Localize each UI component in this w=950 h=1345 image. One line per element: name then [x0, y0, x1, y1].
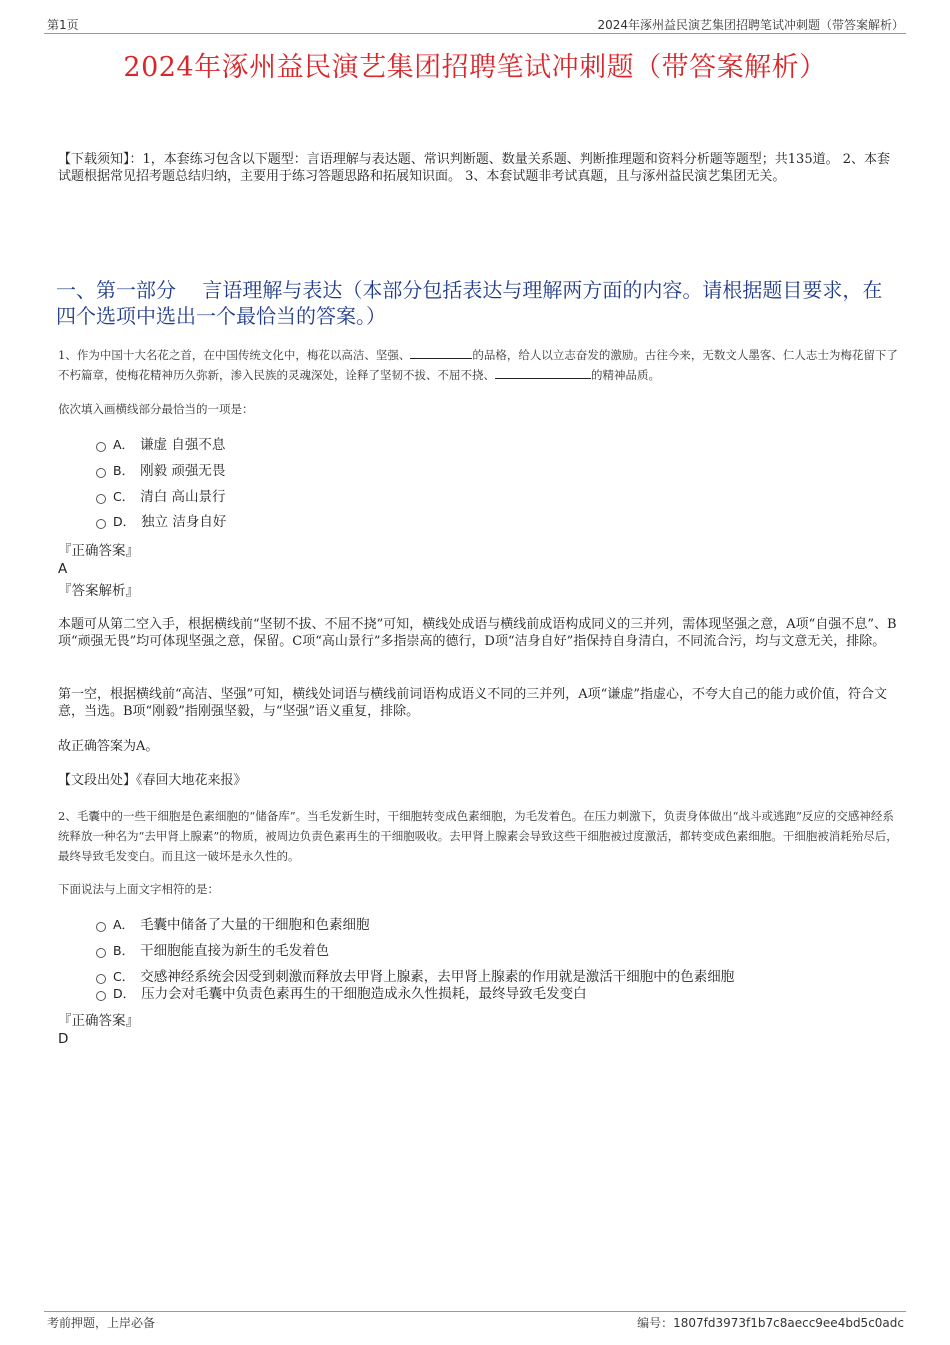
q1-blank-1: [410, 347, 472, 359]
q2-answer: D: [58, 1031, 69, 1047]
radio-icon[interactable]: [96, 922, 106, 932]
q1-answer: A: [58, 561, 68, 577]
footer-slogan: 考前押题，上岸必备: [47, 1316, 156, 1330]
q2-stem: 2、毛囊中的一些干细胞是色素细胞的“储备库”。当毛发新生时，干细胞转变成色素细胞，为毛发着色。在压力刺激下，负责身体做出“战斗或逃跑”反应的交感神经系统释放一种名为“去甲肾上腺素”的物质，被周边负责色素再生的干细胞吸收。去甲肾上腺素会导致这些干细胞被过度激活，都转变成色素细胞。干细胞被消耗殆尽后，最终导致毛发变白。而且这一破坏是永久性的。: [58, 809, 898, 863]
q1-stem: [58, 345, 900, 385]
q1-option-b[interactable]: B． 刚毅 顽强无畏: [96, 461, 225, 481]
q2-option-a[interactable]: A． 毛囊中储备了大量的干细胞和色素细胞: [96, 915, 370, 935]
radio-icon[interactable]: [96, 519, 106, 529]
q1-stem-part3: 的精神品质。: [591, 368, 660, 382]
radio-icon[interactable]: [96, 974, 106, 984]
section-heading: 一、第一部分 言语理解与表达（本部分包括表达与理解两方面的内容。请根据题目要求，在四个选项中选出一个最恰当的答案。）: [56, 278, 883, 328]
q1-prompt: 依次填入画横线部分最恰当的一项是：: [58, 402, 254, 416]
q1-stem-part2: 的品格，给人以立志奋发的激励。古往今来，无数文人墨客、仁人志士为梅花留下了不朽篇章，使梅花精神历久弥新，渗入民族的灵魂深处，诠释了坚韧不拔、不屈不挠、: [58, 348, 898, 382]
q2-option-b[interactable]: B． 干细胞能直接为新生的毛发着色: [96, 941, 329, 961]
download-notice: 【下载须知】：1，本套练习包含以下题型：言语理解与表达题、常识判断题、数量关系题、判断推理题和资料分析题等题型；共135道。 2、本套试题根据常见招考题总结归纳，主要用于练习答题思路和拓展知识面。 3、本套试题非考试真题，且与涿州益民演艺集团无关。: [58, 152, 890, 184]
q1-analysis-p2: 第一空，根据横线前“高洁、坚强”可知，横线处词语与横线前词语构成语义不同的三并列，A项“谦虚”指虚心，不夸大自己的能力或价值，符合文意，当选。B项“刚毅”指刚强坚毅，与“坚强”语义重复，排除。: [58, 687, 887, 719]
radio-icon[interactable]: [96, 991, 106, 1001]
q2-answer-tag: 『正确答案』: [58, 1013, 139, 1029]
q1-conclusion: 故正确答案为A。: [58, 739, 159, 754]
q1-source: 【文段出处】《春回大地花来报》: [58, 773, 247, 788]
q2-option-d[interactable]: D． 压力会对毛囊中负责色素再生的干细胞造成永久性损耗，最终导致毛发变白: [96, 984, 587, 1004]
footer-code-value: 1807fd3973f1b7c8aecc9ee4bd5c0adc: [673, 1316, 904, 1330]
q1-stem-part1: 1、作为中国十大名花之首，在中国传统文化中，梅花以高洁、坚强、: [58, 348, 411, 362]
q1-analysis-tag: 『答案解析』: [58, 583, 139, 599]
header-doc-title: 2024年涿州益民演艺集团招聘笔试冲刺题（带答案解析）: [597, 18, 904, 32]
q1-blank-2: [495, 367, 591, 379]
q1-option-d[interactable]: D． 独立 洁身自好: [96, 512, 226, 532]
radio-icon[interactable]: [96, 494, 106, 504]
q2-option-c[interactable]: C． 交感神经系统会因受到刺激而释放去甲肾上腺素，去甲肾上腺素的作用就是激活干细胞中的色素细胞: [96, 967, 734, 987]
radio-icon[interactable]: [96, 468, 106, 478]
header-divider: [44, 33, 906, 34]
page-number: 第1页: [47, 18, 79, 32]
q1-option-a[interactable]: A． 谦虚 自强不息: [96, 435, 225, 455]
q2-prompt: 下面说法与上面文字相符的是：: [58, 882, 219, 896]
footer-code: [637, 1314, 904, 1331]
radio-icon[interactable]: [96, 442, 106, 452]
q1-answer-tag: 『正确答案』: [58, 543, 139, 559]
footer-code-label: 编号：: [637, 1316, 674, 1330]
q1-option-c[interactable]: C． 清白 高山景行: [96, 487, 226, 507]
footer-divider: [44, 1311, 906, 1312]
page-title: 2024年涿州益民演艺集团招聘笔试冲刺题（带答案解析）: [123, 52, 827, 83]
q1-analysis-p1: 本题可从第二空入手，根据横线前“坚韧不拔、不屈不挠”可知，横线处成语与横线前成语构成同义的三并列，需体现坚强之意，A项“自强不息”、B项“顽强无畏”均可体现坚强之意，保留。C项“高山景行”多指崇高的德行，D项“洁身自好”指保持自身清白，不同流合污，均与文意无关，排除。: [58, 617, 897, 649]
radio-icon[interactable]: [96, 948, 106, 958]
